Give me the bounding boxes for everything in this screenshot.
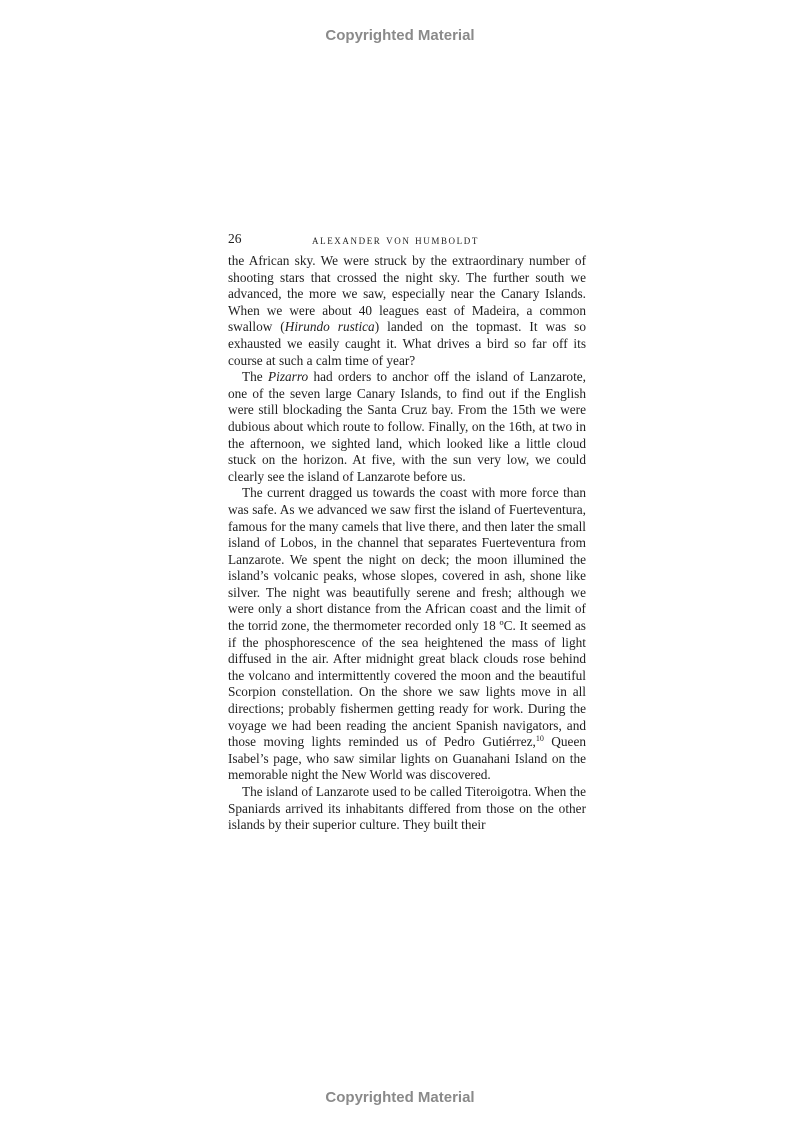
italic-text: Pizarro [268,369,309,385]
footnote-ref: 10 [535,734,544,744]
running-title: alexander von humboldt [312,233,479,247]
text-run: The current dragged us towards the coast with more force than was safe. As we advanced we saw first the island of Fuerteventura, famous for the many camels that live there, and then later the small island of Lobos, in the channel that separates Fuerteventura from Lanzarote. We spent the night on deck; the moon illumined the island’s volcanic peaks, whose slopes, covered in ash, shone like silver. The night was beautifully serene and fresh; although we were only a short distance from the African coast and the limit of the torrid zone, the thermometer recorded only 18 ºC. It seemed as if the phosphorescence of the sea heightened the mass of light diffused in the air. After midnight great black clouds rose behind the volcano and intermittently covered the moon and the beautiful Scorpion constellation. On the shore we saw lights move in all directions; probably fishermen getting ready for work. During the voyage we had been reading the ancient Spanish navigators, and those moving lights reminded us of Pedro Gutiérrez, [228,485,586,750]
copyright-watermark-bottom: Copyrighted Material [325,1089,475,1106]
text-run: The [242,369,269,385]
page-number: 26 [228,231,242,246]
copyright-watermark-top: Copyrighted Material [325,27,475,44]
text-run: ) landed on the topmast. It was so exhausted we easily caught it. What drives a bird so far off its course at such a calm time of year? [228,319,586,368]
italic-text: Hirundo rustica [284,319,375,335]
paragraph [228,485,586,784]
paragraph [228,784,586,834]
running-head [228,231,586,253]
book-page [228,231,586,834]
text-run: the African sky. We were struck by the extraordinary number of shooting stars that crossed the night sky. The further south we advanced, the more we saw, especially near the Canary Islands. When we were about 40 leagues east of Madeira, a common swallow ( [228,253,586,335]
paragraph [228,369,586,485]
text-run: had orders to anchor off the island of Lanzarote, one of the seven large Canary Islands, to find out if the English were still blockading the Santa Cruz bay. From the 15th we were dubious about which route to follow. Finally, on the 16th, at two in the afternoon, we sighted land, which looked like a little cloud stuck on the horizon. At five, with the sun very low, we could clearly see the island of Lanzarote before us. [228,369,586,484]
text-run: Queen Isabel’s page, who saw similar lights on Guanahani Island on the memorable night the New World was discovered. [228,734,586,783]
text-run: The island of Lanzarote used to be called Titeroigotra. When the Spaniards arrived its inhabitants differed from those on the other islands by their superior culture. They built their [228,784,586,833]
body-text [228,253,586,834]
paragraph [228,253,586,369]
